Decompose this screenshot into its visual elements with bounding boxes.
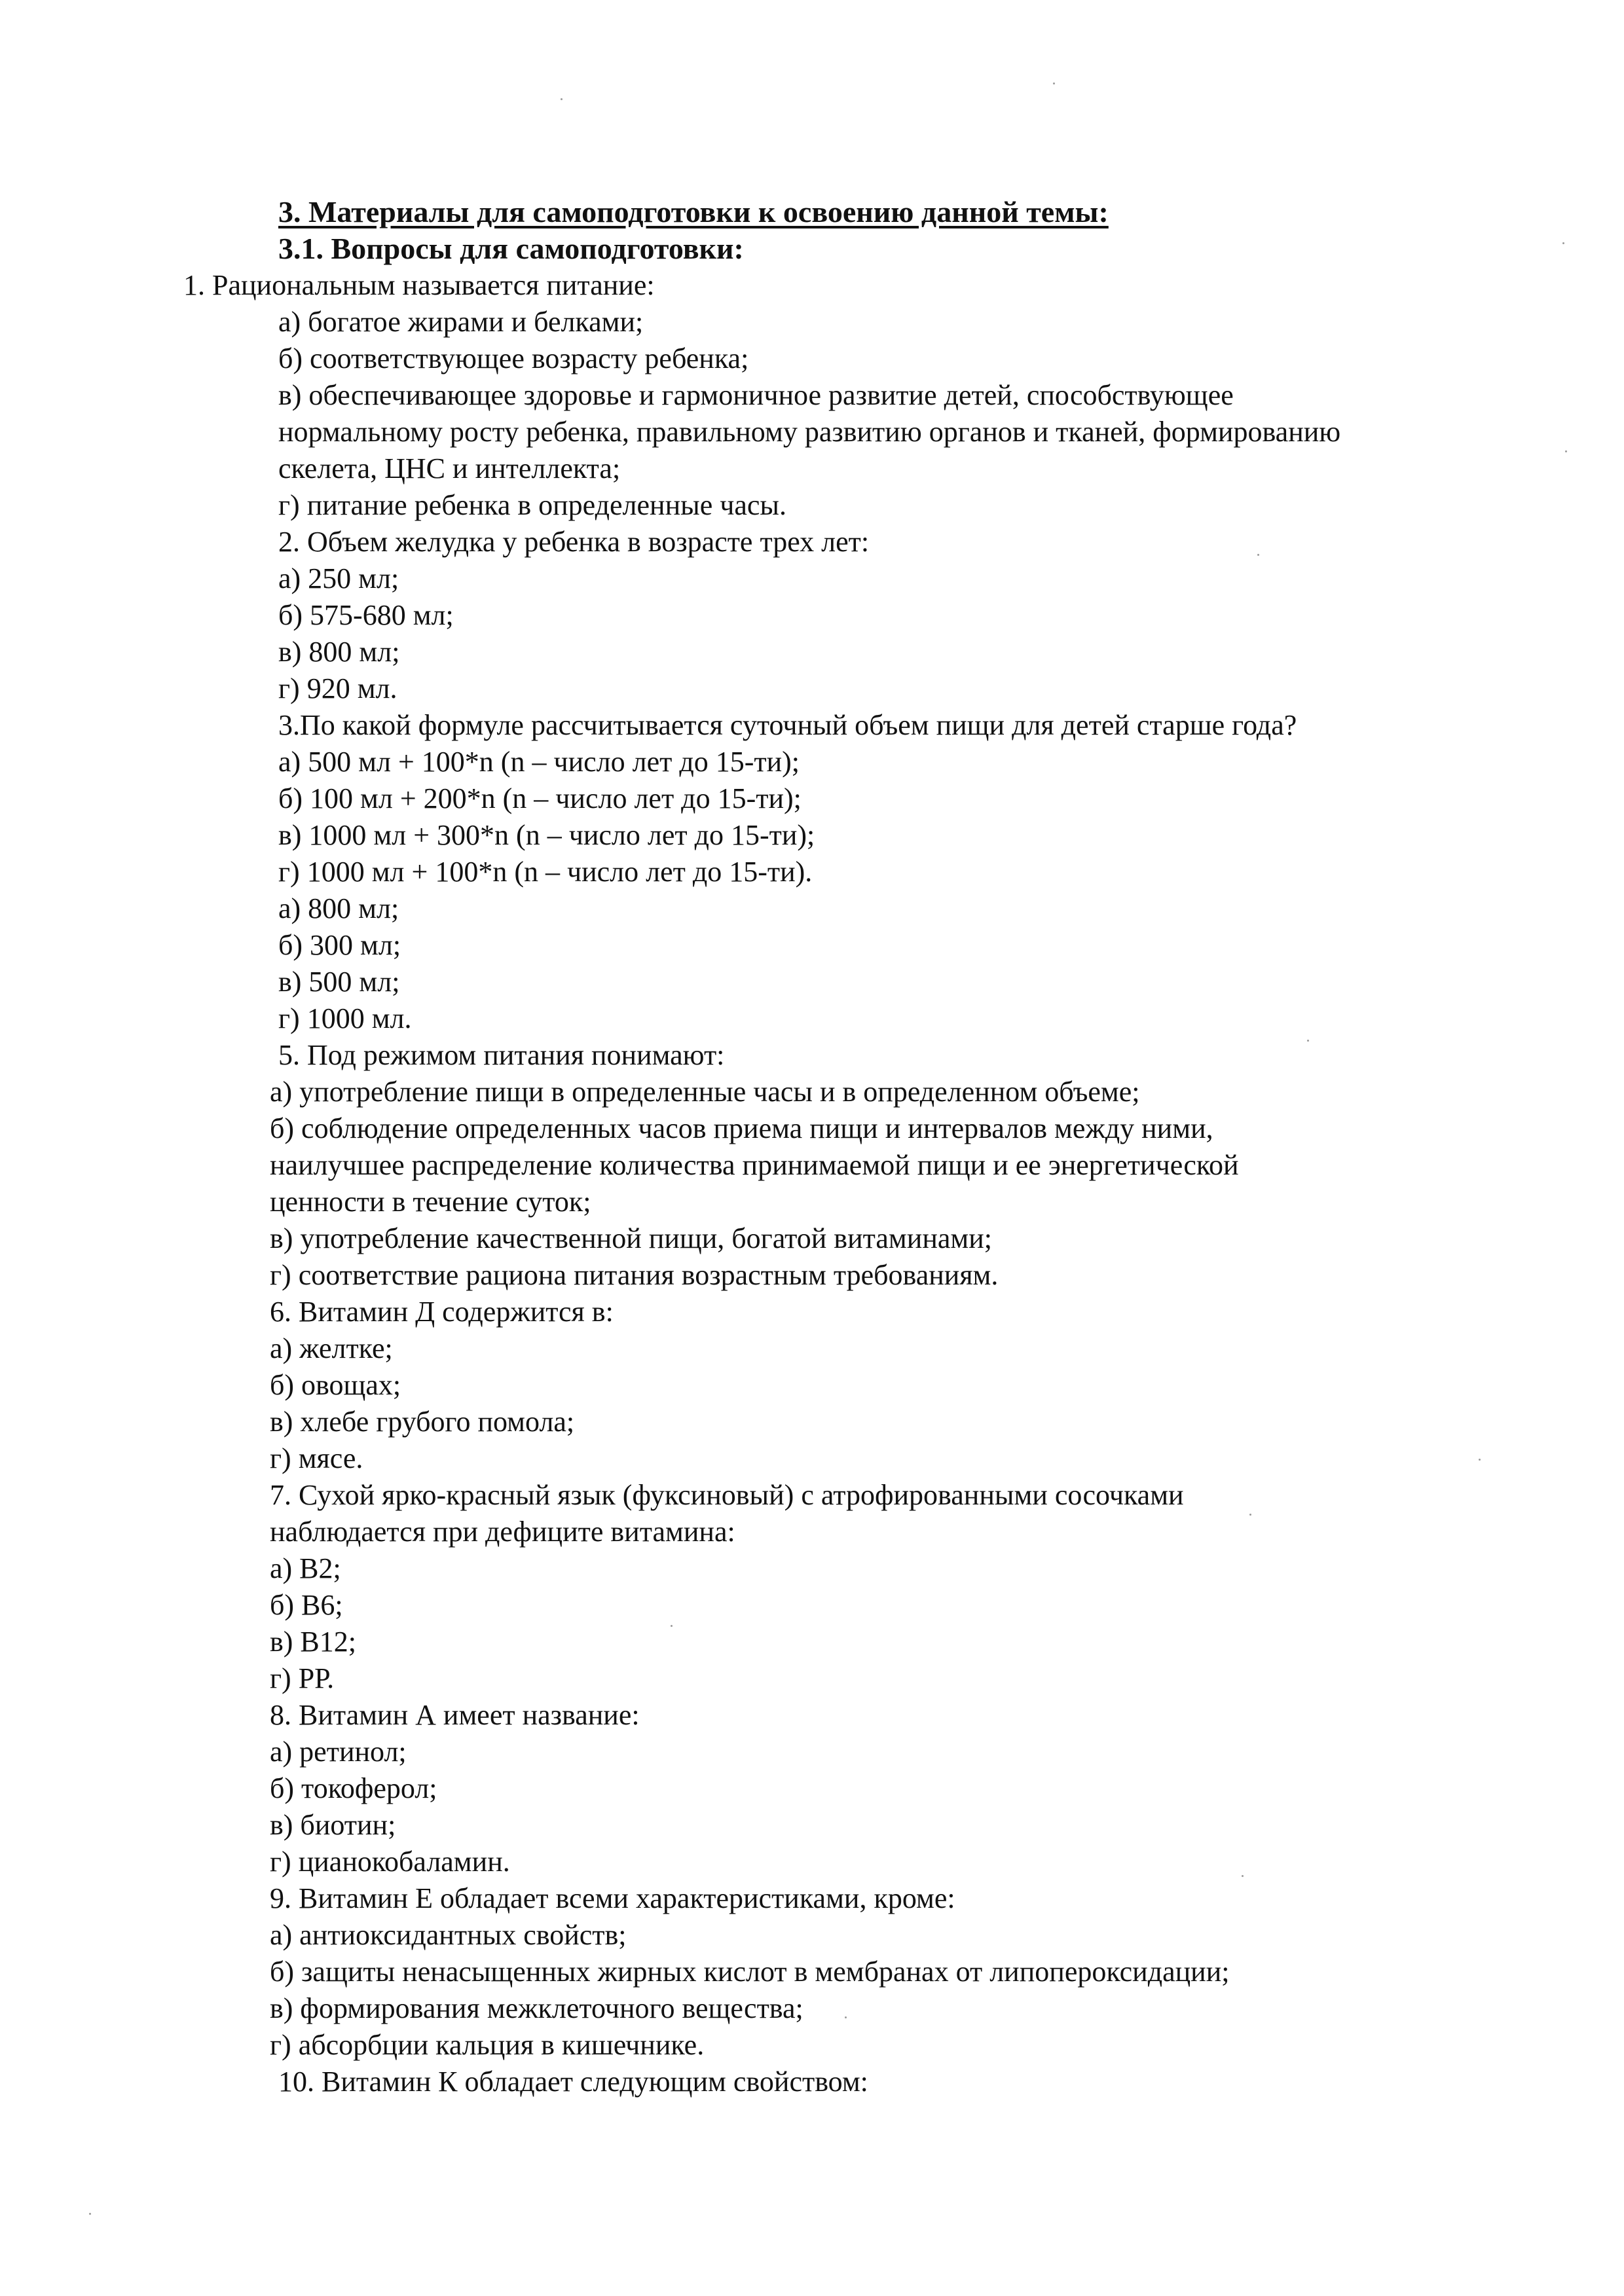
answer-line: в) В12;	[270, 1626, 356, 1658]
answer-line: в) биотин;	[270, 1809, 396, 1841]
answer-line: в) формирования межклеточного вещества;	[270, 1992, 803, 2024]
question-line: 3.По какой формуле рассчитывается суточный объем пищи для детей старше года?	[278, 709, 1297, 741]
answer-line: а) В2;	[270, 1552, 341, 1584]
answer-line: а) 250 мл;	[278, 562, 399, 594]
question-line: 10. Витамин К обладает следующим свойством:	[278, 2066, 868, 2098]
scan-speck	[89, 2213, 91, 2215]
answer-line: г) 920 мл.	[278, 672, 397, 704]
answer-line: б) токоферол;	[270, 1772, 437, 1804]
answer-line: б) защиты ненасыщенных жирных кислот в мембранах от липопероксидации;	[270, 1956, 1230, 1988]
answer-line: наилучшее распределение количества принимаемой пищи и ее энергетической	[270, 1149, 1239, 1181]
answer-line: г) питание ребенка в определенные часы.	[278, 489, 786, 521]
question-line: 6. Витамин Д содержится в:	[270, 1296, 614, 1328]
answer-line: г) мясе.	[270, 1442, 363, 1474]
answer-line: б) В6;	[270, 1589, 343, 1621]
question-line: 1. Рациональным называется питание:	[183, 269, 655, 301]
answer-line: а) употребление пищи в определенные часы и в определенном объеме;	[270, 1076, 1140, 1108]
question-line: 8. Витамин А имеет название:	[270, 1699, 640, 1731]
answer-line: а) антиоксидантных свойств;	[270, 1919, 627, 1951]
answer-line: г) абсорбции кальция в кишечнике.	[270, 2029, 705, 2061]
answer-line: б) 300 мл;	[278, 929, 401, 961]
question-line: 5. Под режимом питания понимают:	[278, 1039, 725, 1071]
subsection-heading: 3.1. Вопросы для самоподготовки:	[278, 232, 744, 265]
scan-speck	[561, 98, 563, 100]
answer-line: г) 1000 мл + 100*n (n – число лет до 15-ти).	[278, 856, 813, 888]
answer-line: нормальному росту ребенка, правильному развитию органов и тканей, формированию	[278, 416, 1341, 448]
document-body	[0, 194, 1624, 2100]
answer-line: в) хлебе грубого помола;	[270, 1406, 575, 1438]
answer-line: г) 1000 мл.	[278, 1002, 412, 1034]
question-line: 7. Сухой ярко-красный язык (фуксиновый) с атрофированными сосочками	[270, 1479, 1184, 1511]
answer-line: в) 1000 мл + 300*n (n – число лет до 15-ти);	[278, 819, 815, 851]
answer-line: а) ретинол;	[270, 1736, 407, 1768]
answer-line: в) употребление качественной пищи, богатой витаминами;	[270, 1222, 993, 1254]
question-line: 2. Объем желудка у ребенка в возрасте трех лет:	[278, 526, 870, 558]
answer-line: б) соответствующее возрасту ребенка;	[278, 342, 749, 374]
answer-line: г) соответствие рациона питания возрастным требованиям.	[270, 1259, 999, 1291]
answer-line: а) желтке;	[270, 1332, 393, 1364]
answer-line: а) богатое жирами и белками;	[278, 306, 644, 338]
answer-line: г) цианокобаламин.	[270, 1846, 510, 1878]
answer-line: а) 800 мл;	[278, 892, 399, 924]
scan-speck	[1053, 82, 1055, 84]
answer-line: ценности в течение суток;	[270, 1186, 591, 1218]
answer-line: в) 500 мл;	[278, 966, 400, 998]
question-line: наблюдается при дефиците витамина:	[270, 1516, 735, 1548]
answer-line: б) овощах;	[270, 1369, 401, 1401]
answer-line: б) 575-680 мл;	[278, 599, 454, 631]
answer-line: г) РР.	[270, 1662, 335, 1694]
answer-line: б) соблюдение определенных часов приема пищи и интервалов между ними,	[270, 1112, 1213, 1144]
question-line: 9. Витамин Е обладает всеми характеристиками, кроме:	[270, 1882, 955, 1914]
answer-line: в) обеспечивающее здоровье и гармоничное развитие детей, способствующее	[278, 379, 1234, 411]
section-heading: 3. Материалы для самоподготовки к освоению данной темы:	[278, 195, 1109, 228]
answer-line: б) 100 мл + 200*n (n – число лет до 15-ти);	[278, 782, 802, 814]
answer-line: скелета, ЦНС и интеллекта;	[278, 452, 621, 484]
answer-line: а) 500 мл + 100*n (n – число лет до 15-ти);	[278, 746, 800, 778]
answer-line: в) 800 мл;	[278, 636, 400, 668]
